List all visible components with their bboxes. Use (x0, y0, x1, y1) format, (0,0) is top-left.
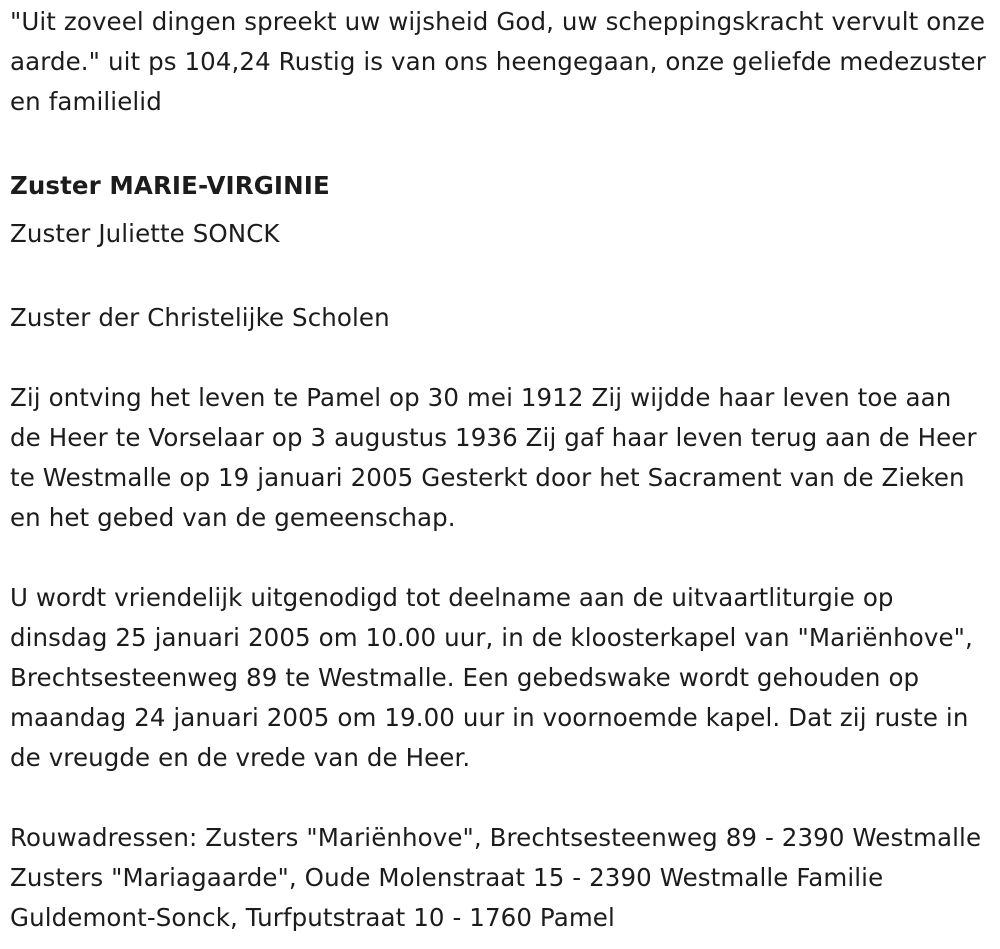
congregation: Zuster der Christelijke Scholen (10, 303, 390, 332)
biography-paragraph: Zij ontving het leven te Pamel op 30 mei 1912 Zij wijdde haar leven toe aan de Heer te Vorselaar op 3 augustus 1936 Zij gaf haar leven terug aan de Heer te Westmalle op 19 januari 2005 Gesterkt door het Sacrament van de Zieken en het gebed van de gemeenschap. (10, 383, 977, 532)
religious-name: Zuster MARIE-VIRGINIE (10, 171, 330, 200)
civil-name: Zuster Juliette SONCK (10, 219, 280, 248)
intro-paragraph: "Uit zoveel dingen spreekt uw wijsheid God, uw scheppingskracht vervult onze aarde." uit ps 104,24 Rustig is van ons heengegaan, onze geliefde medezuster en familielid (10, 7, 986, 116)
invitation-paragraph: U wordt vriendelijk uitgenodigd tot deelname aan de uitvaartliturgie op dinsdag 25 januari 2005 om 10.00 uur, in de kloosterkapel van "Mariënhove", Brechtsesteenweg 89 te Westmalle. Een gebedswake wordt gehouden op maandag 24 januari 2005 om 19.00 uur in voornoemde kapel. Dat zij ruste in de vreugde en de vrede van de Heer. (10, 583, 973, 772)
addresses-paragraph: Rouwadressen: Zusters "Mariënhove", Brechtsesteenweg 89 - 2390 Westmalle Zusters "Mariagaarde", Oude Molenstraat 15 - 2390 Westmalle Familie Guldemont-Sonck, Turfputstraat 10 - 1760 Pamel (10, 823, 982, 932)
